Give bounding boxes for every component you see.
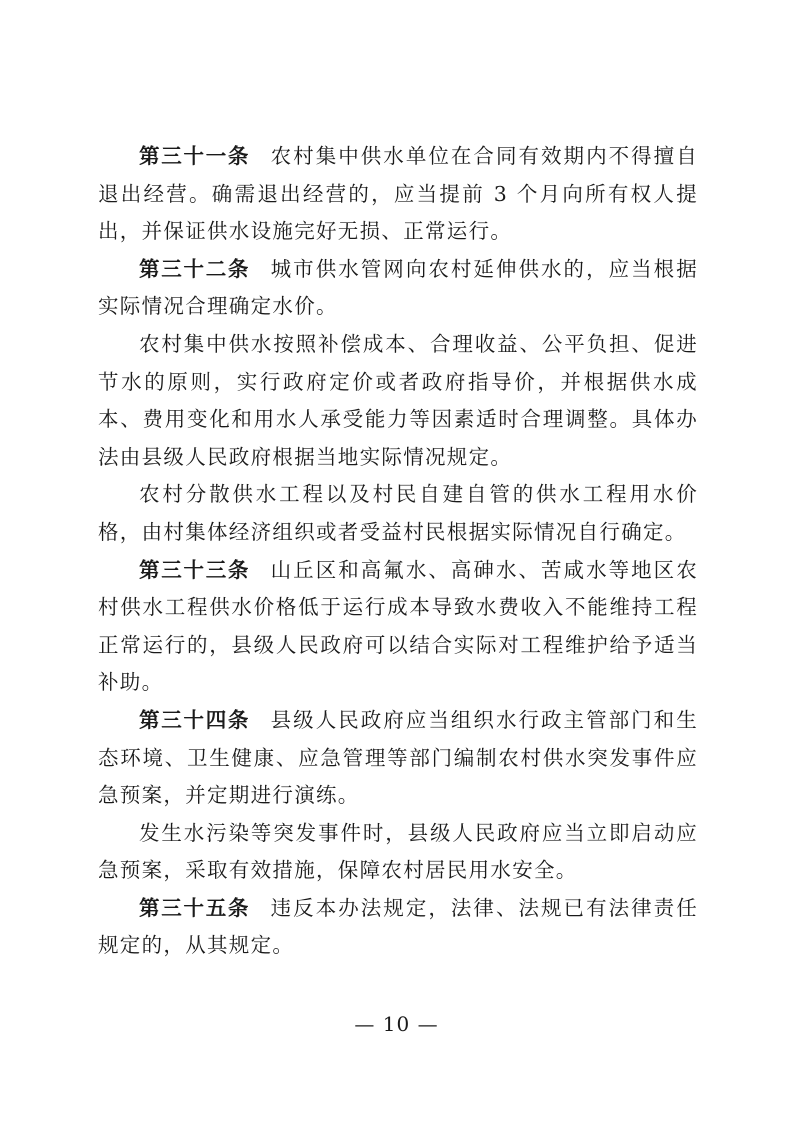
- page-number: — 10 —: [354, 1012, 439, 1036]
- paragraph-article-35: [98, 890, 698, 965]
- article-number: 第三十四条: [139, 707, 251, 732]
- paragraph-text: 农村集中供水按照补偿成本、合理收益、公平负担、促进节水的原则，实行政府定价或者政府指导价，并根据供水成本、费用变化和用水人承受能力等因素适时合理调整。具体办法由县级人民政府根据当地实际情况规定。: [98, 331, 698, 469]
- paragraph-text: 违反本办法规定，法律、法规已有法律责任规定的，从其规定。: [98, 895, 699, 958]
- paragraph-article-32: [98, 251, 698, 326]
- page-body: [98, 138, 698, 965]
- article-number: 第三十三条: [139, 557, 251, 582]
- paragraph-article-34: [98, 702, 698, 815]
- article-number: 第三十二条: [139, 256, 251, 281]
- paragraph-text: 山丘区和高氟水、高砷水、苦咸水等地区农村供水工程供水价格低于运行成本导致水费收入不能维持工程正常运行的，县级人民政府可以结合实际对工程维护给予适当补助。: [98, 557, 699, 695]
- paragraph-article-33: [98, 552, 698, 702]
- paragraph-article-31: [98, 138, 698, 251]
- paragraph-text: 城市供水管网向农村延伸供水的，应当根据实际情况合理确定水价。: [98, 256, 699, 319]
- paragraph-text: 农村分散供水工程以及村民自建自管的供水工程用水价格，由村集体经济组织或者受益村民根据实际情况自行确定。: [98, 482, 698, 544]
- paragraph-text: 发生水污染等突发事件时，县级人民政府应当立即启动应急预案，采取有效措施，保障农村居民用水安全。: [98, 820, 698, 883]
- article-number: 第三十一条: [139, 144, 251, 168]
- article-number: 第三十五条: [139, 895, 251, 920]
- paragraph-text: 县级人民政府应当组织水行政主管部门和生态环境、卫生健康、应急管理等部门编制农村供水突发事件应急预案，并定期进行演练。: [98, 707, 699, 808]
- paragraph-text: 农村集中供水单位在合同有效期内不得擅自退出经营。确需退出经营的，应当提前 3 个月向所有权人提出，并保证供水设施完好无损、正常运行。: [98, 144, 699, 244]
